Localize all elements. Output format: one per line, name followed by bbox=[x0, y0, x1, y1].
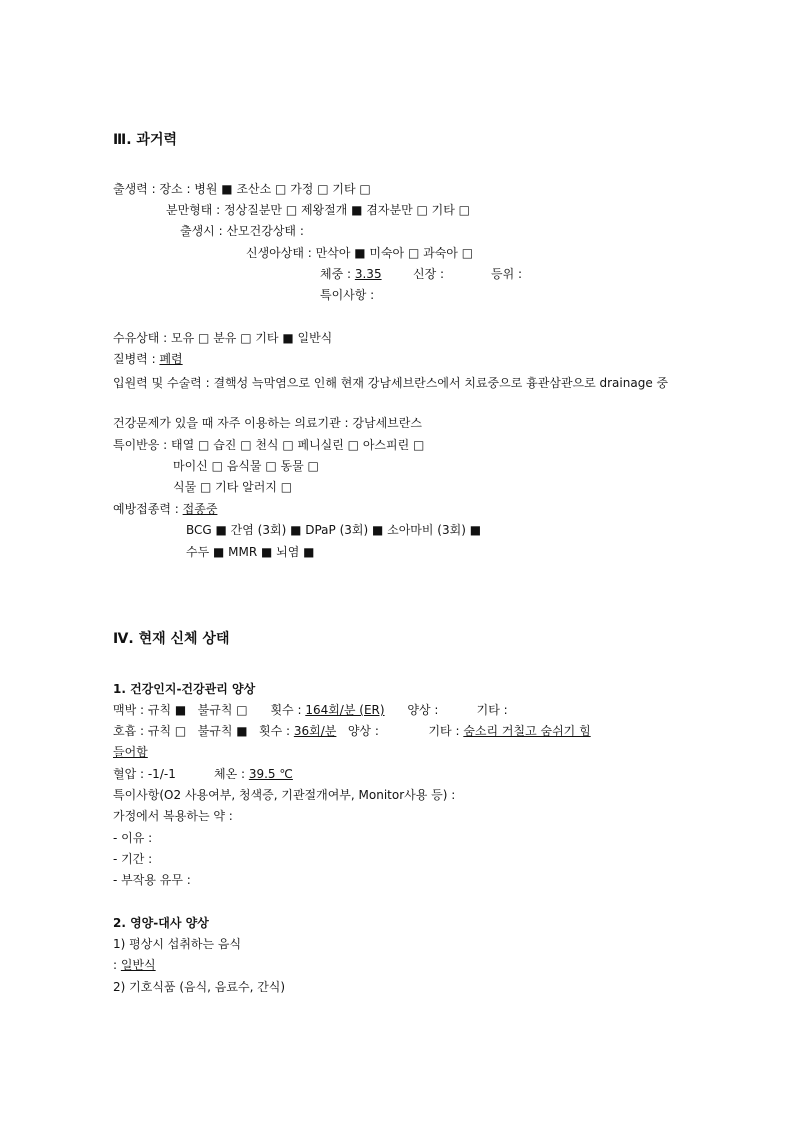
food-value: 일반식 bbox=[120, 958, 156, 972]
pulse-line bbox=[113, 702, 508, 718]
section-4-title: Ⅳ. 현재 신체 상태 bbox=[113, 631, 230, 647]
vaccine-line-1: BCG ■ 간염 (3회) ■ DPaP (3회) ■ 소아마비 (3회) ■ bbox=[186, 523, 482, 537]
food-prefix: : bbox=[113, 958, 121, 972]
weight-value: 3.35 bbox=[354, 267, 382, 281]
reason-line: - 이유 : bbox=[113, 831, 153, 845]
allergy-line-1: 특이반응 : 태열 □ 습진 □ 천식 □ 페니실린 □ 아스피린 □ bbox=[113, 438, 425, 452]
disease-value: 폐렴 bbox=[159, 352, 183, 366]
weight-line bbox=[320, 266, 382, 282]
temp-value: 39.5 ℃ bbox=[248, 767, 293, 781]
allergy-line-2: 마이신 □ 음식물 □ 동물 □ bbox=[173, 459, 319, 473]
birth-place-line: 출생력 : 장소 : 병원 ■ 조산소 □ 가정 □ 기타 □ bbox=[113, 182, 371, 196]
ranking-label: 등위 : bbox=[491, 267, 523, 281]
bp-temp-line bbox=[113, 766, 293, 782]
resp-middle: 양상 : 기타 : bbox=[336, 724, 464, 738]
vaccine-value: 접종중 bbox=[182, 502, 218, 516]
newborn-state-line: 신생아상태 : 만삭아 ■ 미숙아 □ 과숙아 □ bbox=[246, 246, 474, 260]
food-answer-line bbox=[113, 957, 156, 973]
feeding-line: 수유상태 : 모유 □ 분유 □ 기타 ■ 일반식 bbox=[113, 331, 333, 345]
section-3-title: Ⅲ. 과거력 bbox=[113, 132, 177, 148]
vaccine-line-2: 수두 ■ MMR ■ 뇌염 ■ bbox=[186, 545, 315, 559]
resp-count: 36회/분 bbox=[293, 724, 337, 738]
side-effect-line: - 부작용 유무 : bbox=[113, 873, 191, 887]
respiration-line bbox=[113, 723, 591, 739]
bp-label: 혈압 : -1/-1 체온 : bbox=[113, 767, 249, 781]
allergy-line-3: 식물 □ 기타 알러지 □ bbox=[173, 480, 293, 494]
notes-line: 특이사항 : bbox=[320, 288, 375, 302]
home-meds-line: 가정에서 복용하는 약 : bbox=[113, 809, 233, 823]
height-label: 신장 : bbox=[413, 267, 445, 281]
subsection-1-title: 1. 건강인지-건강관리 양상 bbox=[113, 682, 256, 696]
food-question: 1) 평상시 섭취하는 음식 bbox=[113, 937, 242, 951]
subsection-2-title: 2. 영양-대사 양상 bbox=[113, 916, 209, 930]
special-notes-line: 특이사항(O2 사용여부, 청색증, 기관절개여부, Monitor사용 등) : bbox=[113, 788, 456, 802]
disease-label: 질병력 : bbox=[113, 352, 160, 366]
resp-prefix: 호흡 : 규칙 □ 불규칙 ■ 횟수 : bbox=[113, 724, 294, 738]
pulse-prefix: 맥박 : 규칙 ■ 불규칙 □ 횟수 : bbox=[113, 703, 306, 717]
frequent-clinic-line: 건강문제가 있을 때 자주 이용하는 의료기관 : 강남세브란스 bbox=[113, 416, 422, 430]
pulse-suffix: 양상 : 기타 : bbox=[384, 703, 508, 717]
pulse-count: 164회/분 (ER) bbox=[305, 703, 385, 717]
disease-line bbox=[113, 351, 183, 367]
maternal-health-line: 출생시 : 산모건강상태 : bbox=[180, 224, 304, 238]
delivery-type-line: 분만형태 : 정상질분만 □ 제왕절개 ■ 겸자분만 □ 기타 □ bbox=[166, 203, 470, 217]
vaccine-line bbox=[113, 501, 217, 517]
resp-other-2: 들어함 bbox=[113, 745, 148, 759]
resp-other-1: 숨소리 거칠고 숨쉬기 힘 bbox=[463, 724, 591, 738]
vaccine-label: 예방접종력 : bbox=[113, 502, 183, 516]
preference-question: 2) 기호식품 (음식, 음료수, 간식) bbox=[113, 980, 286, 994]
period-line: - 기간 : bbox=[113, 852, 153, 866]
weight-label: 체중 : bbox=[320, 267, 355, 281]
hospitalization-line: 입원력 및 수술력 : 결핵성 늑막염으로 인해 현재 강남세브란스에서 치료중으로 흉관삼관으로 drainage 중 bbox=[113, 376, 669, 390]
